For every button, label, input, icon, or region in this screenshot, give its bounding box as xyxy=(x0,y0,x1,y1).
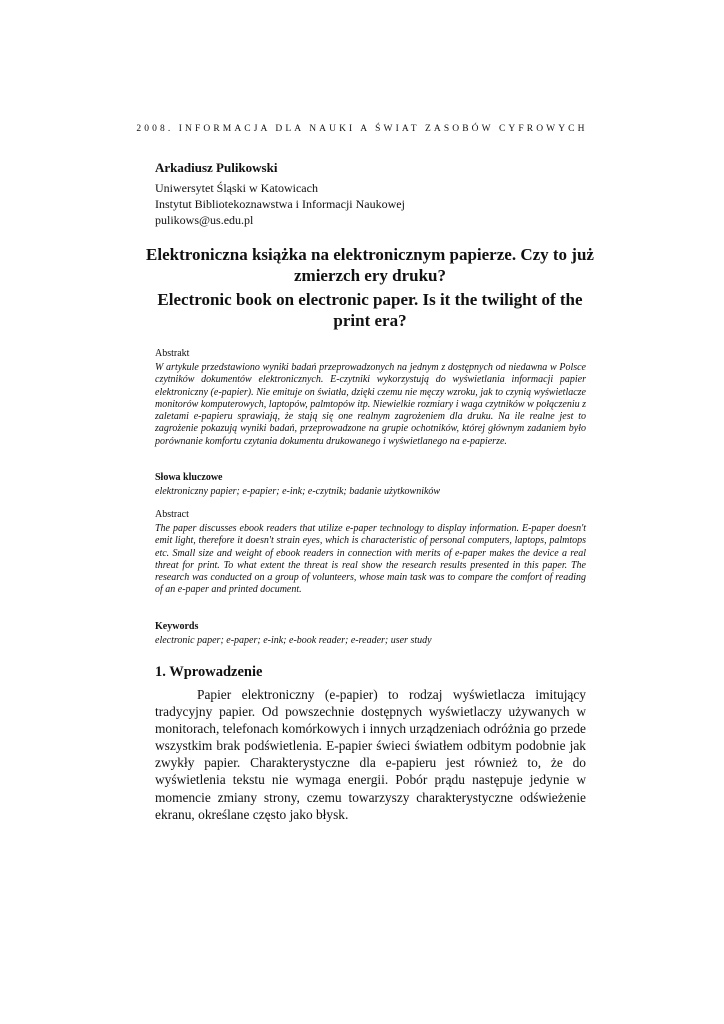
slowa-kluczowe-label: Słowa kluczowe xyxy=(155,472,223,483)
affiliation-university: Uniwersytet Śląski w Katowicach xyxy=(155,181,318,195)
abstrakt-section xyxy=(155,348,586,448)
affiliation-institute: Instytut Bibliotekoznawstwa i Informacji Naukowej xyxy=(155,197,405,211)
abstract-label: Abstract xyxy=(155,509,189,520)
running-head: 2008. INFORMACJA DLA NAUKI A ŚWIAT ZASOBÓW CYFROWYCH xyxy=(136,124,588,134)
author-block xyxy=(155,160,585,228)
slowa-kluczowe-text: elektroniczny papier; e-papier; e-ink; e-czytnik; badanie użytkowników xyxy=(155,486,441,497)
section-heading: 1. Wprowadzenie xyxy=(155,664,263,680)
keywords-text: electronic paper; e-paper; e-ink; e-book reader; e-reader; user study xyxy=(155,635,432,646)
abstract-text: The paper discusses ebook readers that utilize e-paper technology to display information. E-paper doesn't emit light, therefore it doesn't strain eyes, which is characteristic of personal computers, laptops, palmtops etc. Small size and weight of ebook readers in connection with merits of e-paper makes the device a real threat for print. To what extent the threat is real show the research results presented in this paper. The research was conducted on a group of volunteers, whose main task was to compare the comfort of reading of an e-paper and printed document. xyxy=(155,523,586,596)
keywords-section xyxy=(155,621,586,646)
abstract-section xyxy=(155,509,586,597)
author-email: pulikows@us.edu.pl xyxy=(155,213,254,227)
section-body-text: Papier elektroniczny (e-papier) to rodzaj wyświetlacza imitujący tradycyjny papier. Od powszechnie dostępnych wyświetlaczy używanych w monitorach, telefonach komórkowych i innych urządzeniach odróżnia go przede wszystkim brak podświetlenia. E-papier świeci światłem odbitym podobnie jak zwykły papier. Charakterystyczne dla e-papieru jest również to, że do wyświetlenia tekstu nie wymaga energii. Pobór prądu następuje jedynie w momencie zmiany strony, czemu towarzyszy charakterystyczne odświeżenie ekranu, określane często jako błysk. xyxy=(155,687,586,822)
author-name: Arkadiusz Pulikowski xyxy=(155,160,278,175)
title-english: Electronic book on electronic paper. Is it the twilight of the print era? xyxy=(157,290,583,330)
slowa-kluczowe-section xyxy=(155,472,586,497)
abstrakt-text: W artykule przedstawiono wyniki badań przeprowadzonych na jednym z dostępnych od niedawna w Polsce czytników dokumentów elektronicznych. E-czytniki wykorzystują do wyświetlania informacji papier elektroniczny (e-papier). Nie emituje on światła, dzięki czemu nie męczy wzroku, jak to czynią wyświetlacze monitorów komputerowych, laptopów, palmtopów itp. Niewielkie rozmiary i waga czytników w połączeniu z zaletami e-papieru sprawiają, że stają się one realnym zagrożeniem dla druku. Na ile realne jest to zagrożenie pokazują wyniki badań, przeprowadzone na grupie ochotników, której głównym zadaniem było porównanie komfortu czytania dokumentu drukowanego i wyświetlanego na e-papierze. xyxy=(155,362,586,447)
abstrakt-label: Abstrakt xyxy=(155,348,190,359)
keywords-label: Keywords xyxy=(155,621,199,632)
title-polish: Elektroniczna książka na elektronicznym papierze. Czy to już zmierzch ery druku? xyxy=(146,245,594,285)
